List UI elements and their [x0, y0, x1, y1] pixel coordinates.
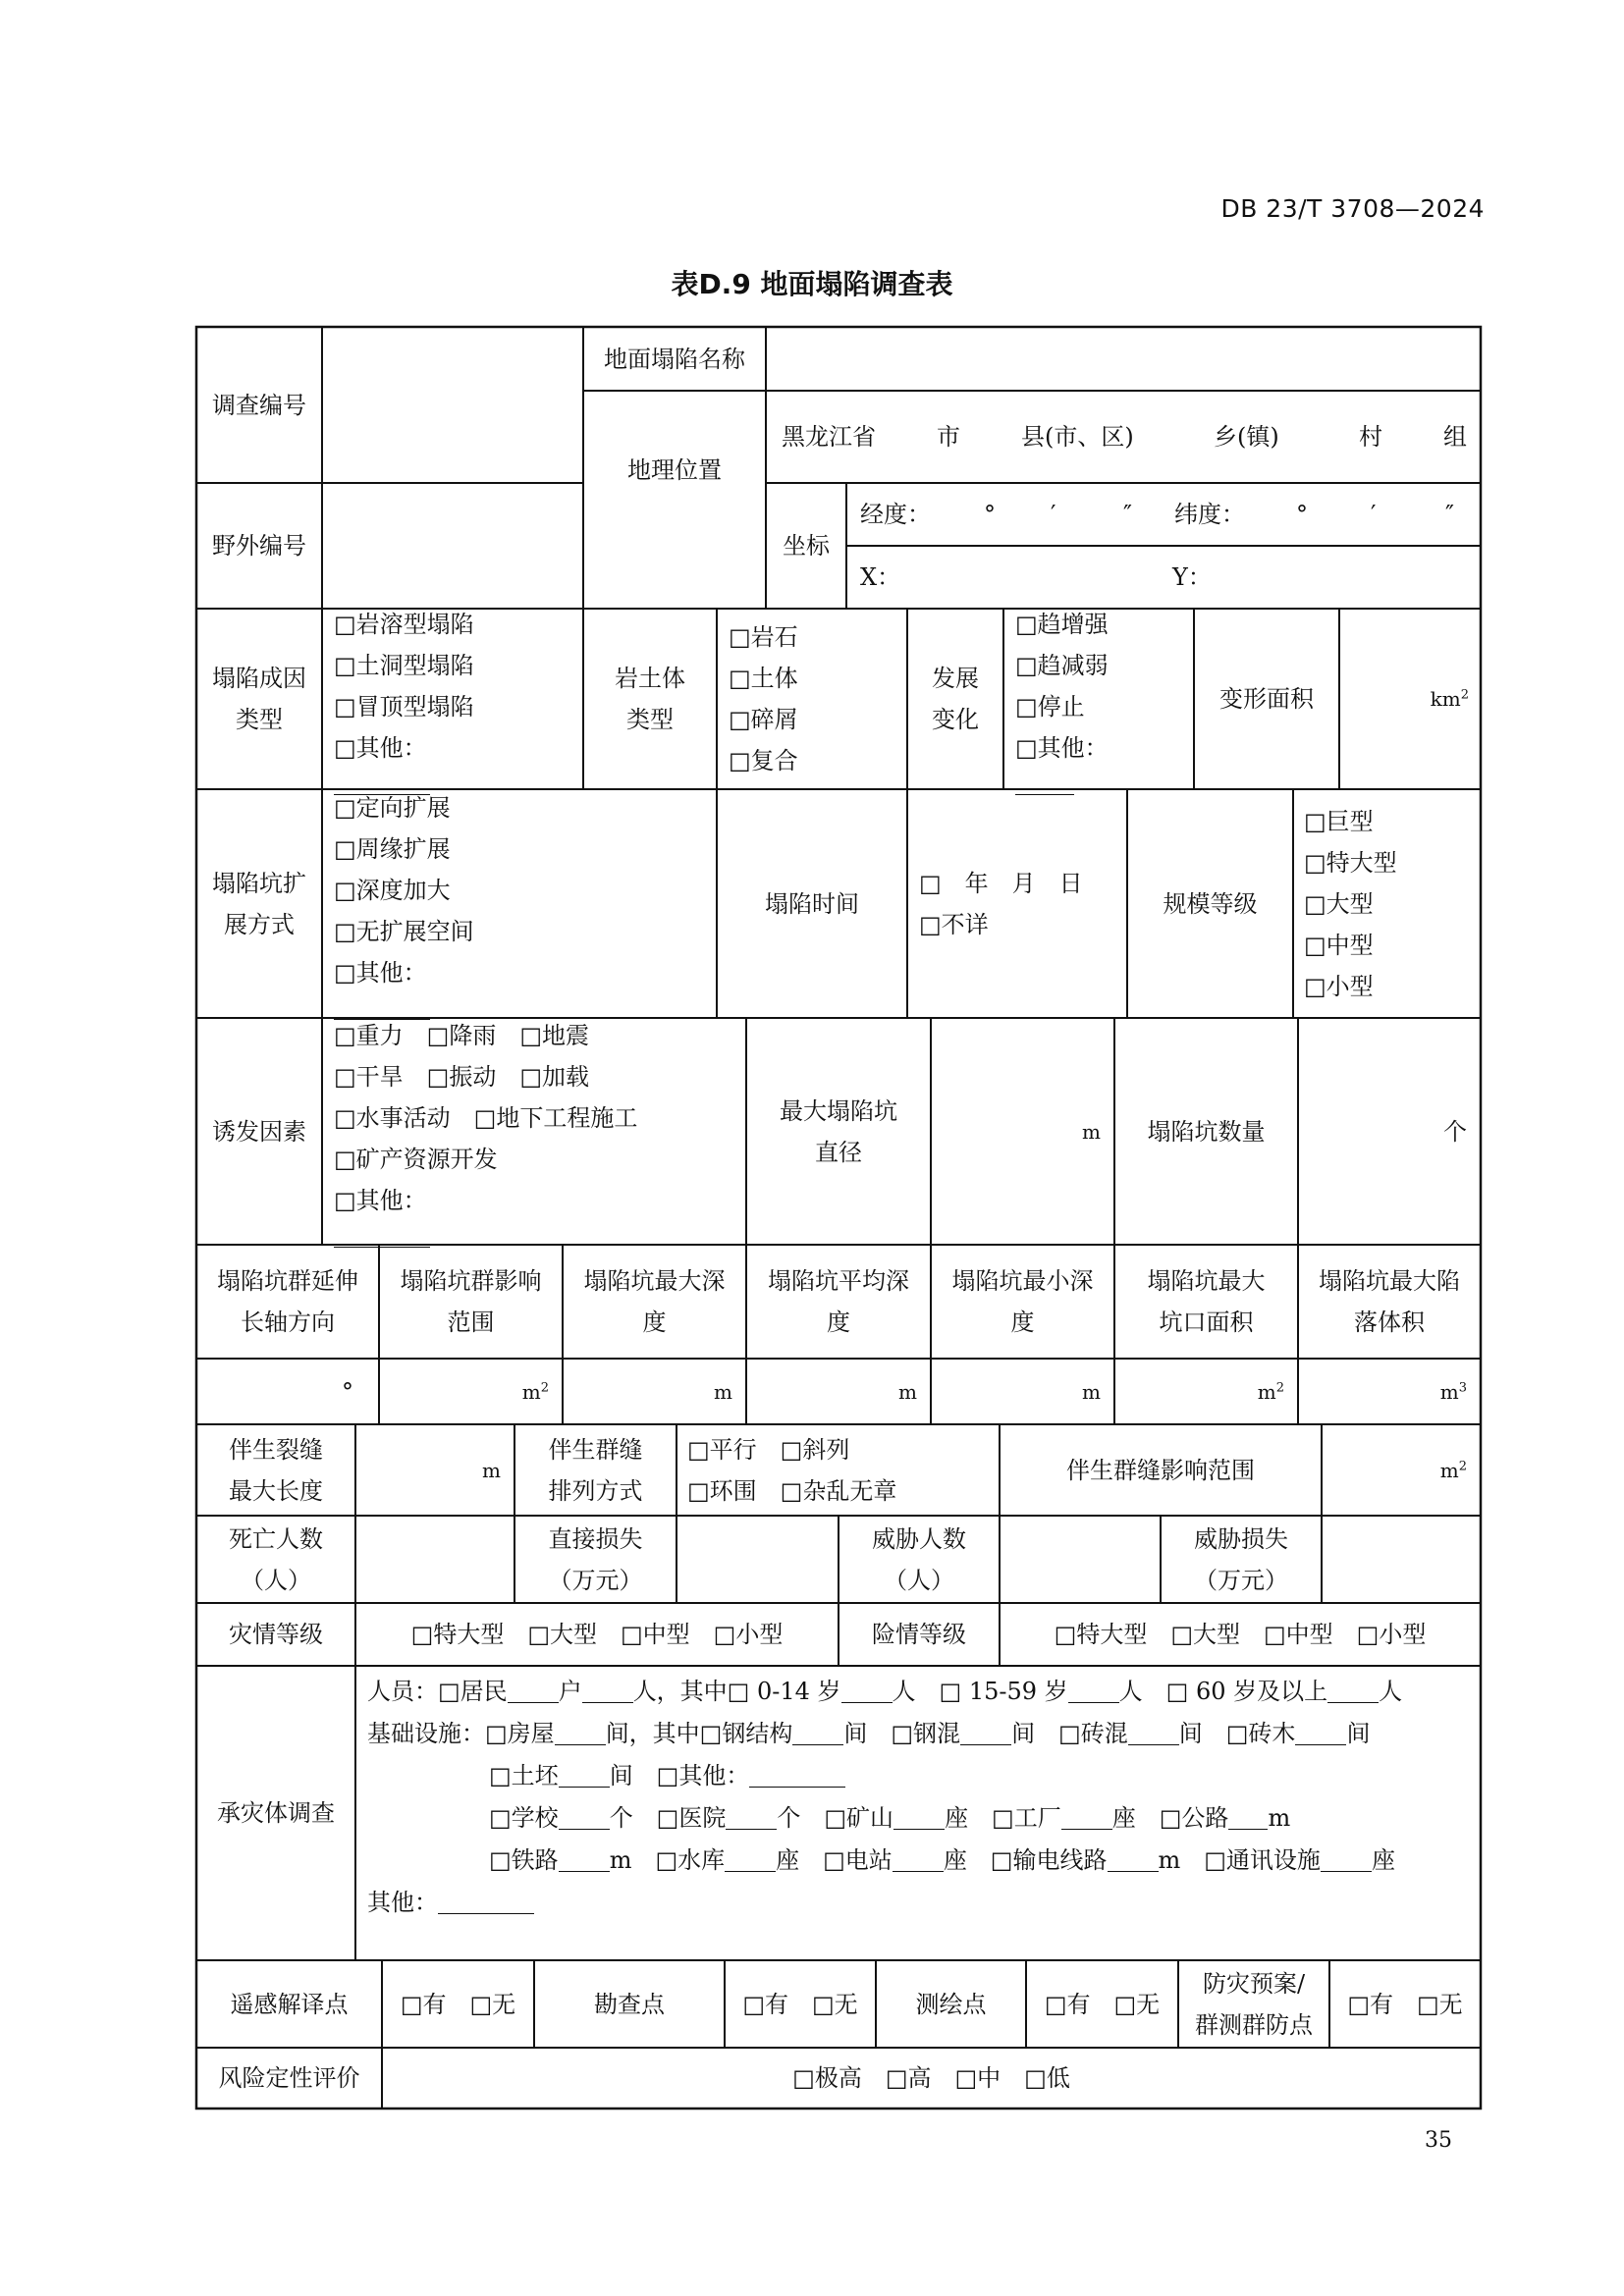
lon-label: 经度： — [860, 501, 931, 528]
scale-level-label: 规模等级 — [1163, 889, 1258, 918]
inspect-label: 勘查点 — [594, 1990, 665, 2018]
threat-loss-input[interactable] — [1322, 1516, 1481, 1603]
min-depth-input[interactable]: m — [1082, 1379, 1101, 1404]
group-header: 塌陷坑群影响 范围 — [400, 1267, 542, 1336]
geo-location-label: 地理位置 — [627, 456, 722, 484]
trigger-option[interactable]: □重力 □降雨 □地震 — [334, 1022, 590, 1049]
county: 县(市、区) — [1021, 423, 1134, 451]
scale-option[interactable]: □巨型 — [1304, 807, 1374, 835]
direct-loss-input[interactable] — [677, 1516, 839, 1603]
expand-other[interactable]: □其他： — [334, 952, 430, 1020]
lon-deg: ° — [984, 501, 996, 528]
doc-code: DB 23/T 3708—2024 — [1220, 194, 1485, 223]
survey-no-label: 调查编号 — [212, 391, 306, 419]
group-header: 塌陷坑最大 坑口面积 — [1147, 1267, 1266, 1336]
dev-option[interactable]: □趋增强 — [1015, 610, 1109, 638]
trigger-options[interactable] — [334, 1018, 746, 1245]
collapse-name-input[interactable] — [766, 327, 1481, 391]
threatened-input[interactable] — [1000, 1516, 1161, 1603]
crack-range-input[interactable]: $m^2$ — [1439, 1458, 1467, 1482]
pit-count-label: 塌陷坑数量 — [1147, 1117, 1266, 1146]
collapse-name-label: 地面塌陷名称 — [604, 345, 745, 373]
pit-count-input[interactable]: 个 — [1443, 1117, 1467, 1146]
arrangement-option[interactable]: □平行 □斜列 — [687, 1435, 850, 1464]
lat-sec: ″ — [1445, 501, 1454, 528]
dev-other[interactable]: □其他： — [1015, 727, 1109, 795]
village: 村 — [1359, 423, 1382, 451]
rock-option[interactable]: □土体 — [729, 665, 798, 692]
danger-level-options[interactable]: □特大型 □大型 □中型 □小型 — [1054, 1621, 1427, 1648]
scale-options[interactable] — [1304, 789, 1481, 1018]
expand-option[interactable]: □深度加大 — [334, 877, 451, 904]
expand-options[interactable] — [334, 789, 717, 1018]
remote-options[interactable]: □有 □无 — [400, 1990, 516, 2018]
lat-label: 纬度： — [1174, 501, 1245, 528]
exposure-content[interactable] — [367, 1671, 1477, 1924]
trigger-option[interactable]: □干旱 □振动 □加载 — [334, 1063, 590, 1091]
survey-no-input[interactable] — [322, 327, 583, 483]
scale-option[interactable]: □大型 — [1304, 889, 1374, 918]
city: 市 — [937, 423, 960, 451]
crack-length-input[interactable]: m — [482, 1458, 501, 1482]
max-diameter-input[interactable]: m — [1082, 1119, 1101, 1144]
exposure-facility-line: □学校 个 □医院 个 □矿山 座 □工厂 座 □公路 m — [489, 1804, 1291, 1832]
exposure-infra2-line: □铁路 m □水库 座 □电站 座 □输电线路 m □通讯设施 座 — [489, 1846, 1395, 1874]
lat-min: ′ — [1371, 501, 1377, 528]
lat-deg: ° — [1296, 501, 1308, 528]
avg-depth-input[interactable]: m — [898, 1379, 917, 1404]
exposure-infra-line: 基础设施：□房屋 间，其中□钢结构 间 □钢混 间 □砖混 间 □砖木 间 — [367, 1720, 1371, 1747]
development-options[interactable] — [1015, 609, 1194, 789]
threat-loss-label: 威胁损失 （万元） — [1194, 1524, 1288, 1594]
deform-area-label: 变形面积 — [1219, 685, 1314, 713]
danger-level-label: 险情等级 — [872, 1621, 966, 1648]
scale-option[interactable]: □中型 — [1304, 931, 1374, 959]
group-header: 塌陷坑最大陷 落体积 — [1319, 1267, 1460, 1336]
scale-option[interactable]: □小型 — [1304, 972, 1374, 1000]
rock-option[interactable]: □岩石 — [729, 623, 798, 651]
development-label: 发展 变化 — [932, 665, 979, 733]
mapping-options[interactable]: □有 □无 — [1044, 1990, 1161, 2018]
cause-type-label: 塌陷成因 类型 — [212, 665, 306, 733]
xy-row[interactable] — [846, 546, 1481, 609]
mapping-label: 测绘点 — [915, 1990, 987, 2018]
prevention-label: 防灾预案/ 群测群防点 — [1195, 1969, 1313, 2039]
group: 组 — [1443, 423, 1467, 451]
province: 黑龙江省 — [782, 423, 876, 451]
group-header: 塌陷坑平均深 度 — [768, 1267, 909, 1336]
y-label: Y： — [1172, 563, 1212, 591]
pit-expand-label: 塌陷坑扩 展方式 — [212, 869, 306, 938]
exposure-other-line: 其他： — [367, 1882, 1477, 1924]
dev-option[interactable]: □停止 — [1015, 692, 1085, 721]
town: 乡(镇) — [1214, 423, 1279, 451]
expand-option[interactable]: □无扩展空间 — [334, 918, 474, 945]
exposure-adobe-line: □土坯 间 □其他： — [367, 1755, 1477, 1797]
direct-loss-label: 直接损失 （万元） — [548, 1524, 643, 1594]
trigger-label: 诱发因素 — [212, 1117, 306, 1146]
crack-arrangement-label: 伴生群缝 排列方式 — [548, 1435, 643, 1505]
trigger-other[interactable]: □其他： — [334, 1180, 430, 1248]
lon-sec: ″ — [1123, 501, 1132, 528]
rock-options[interactable] — [729, 609, 907, 789]
cause-options[interactable] — [334, 609, 583, 789]
rock-option[interactable]: □碎屑 — [729, 706, 798, 733]
lonlat-row[interactable] — [846, 483, 1481, 546]
max-volume-input[interactable]: $m^3$ — [1439, 1379, 1467, 1404]
expand-option[interactable]: □周缘扩展 — [334, 835, 451, 863]
threatened-label: 威胁人数 （人） — [872, 1524, 966, 1594]
exposure-label: 承灾体调查 — [217, 1799, 335, 1827]
coords-label: 坐标 — [783, 532, 830, 560]
cause-option[interactable]: □土洞型塌陷 — [334, 651, 474, 679]
location-row[interactable] — [766, 391, 1481, 483]
deaths-input[interactable] — [355, 1516, 514, 1603]
arrangement-option[interactable]: □环围 □杂乱无章 — [687, 1476, 897, 1505]
group-header: 塌陷坑最小深 度 — [951, 1267, 1094, 1336]
page-number: 35 — [1425, 2128, 1452, 2153]
cause-option[interactable]: □冒顶型塌陷 — [334, 692, 474, 721]
inspect-options[interactable]: □有 □无 — [742, 1990, 858, 2018]
time-option[interactable]: □ 年 月 日 — [919, 869, 1083, 897]
group-range-input[interactable]: $m^2$ — [521, 1379, 549, 1404]
cause-other[interactable]: □其他： — [334, 727, 430, 795]
remote-label: 遥感解译点 — [230, 1990, 349, 2018]
max-diameter-label: 最大塌陷坑 直径 — [780, 1096, 897, 1166]
dev-option[interactable]: □趋减弱 — [1015, 651, 1109, 679]
expand-option[interactable]: □定向扩展 — [334, 794, 451, 822]
rock-option[interactable]: □复合 — [729, 747, 798, 774]
deform-area-input[interactable]: $km^2$ — [1430, 687, 1469, 711]
x-label: X： — [860, 563, 901, 591]
cause-option[interactable]: □岩溶型塌陷 — [334, 610, 474, 638]
max-depth-input[interactable]: m — [714, 1379, 732, 1404]
crack-length-label: 伴生裂缝 最大长度 — [229, 1435, 323, 1505]
prevention-options[interactable]: □有 □无 — [1347, 1990, 1463, 2018]
field-no-label: 野外编号 — [212, 532, 306, 560]
exposure-people-line: 人员：□居民 户 人，其中□ 0-14 岁 人 □ 15-59 岁 人 □ 60 岁及以上 人 — [367, 1678, 1403, 1705]
max-area-input[interactable]: $m^2$ — [1257, 1379, 1284, 1404]
disaster-level-options[interactable]: □特大型 □大型 □中型 □小型 — [410, 1621, 784, 1648]
collapse-time-label: 塌陷时间 — [765, 889, 859, 918]
deaths-label: 死亡人数 （人） — [229, 1524, 323, 1594]
arrangement-options[interactable] — [687, 1424, 1000, 1516]
axis-direction-input[interactable]: ° — [342, 1377, 353, 1406]
trigger-option[interactable]: □水事活动 □地下工程施工 — [334, 1104, 638, 1132]
rock-soil-label: 岩土体 类型 — [615, 665, 685, 733]
time-option[interactable]: □不详 — [919, 910, 989, 938]
time-options[interactable] — [919, 789, 1127, 1018]
risk-label: 风险定性评价 — [218, 2064, 360, 2092]
disaster-level-label: 灾情等级 — [229, 1621, 323, 1648]
lon-min: ′ — [1051, 501, 1056, 528]
field-no-input[interactable] — [322, 483, 583, 609]
group-header: 塌陷坑群延伸 长轴方向 — [217, 1267, 358, 1336]
scale-option[interactable]: □特大型 — [1304, 848, 1397, 877]
group-header: 塌陷坑最大深 度 — [583, 1267, 726, 1336]
trigger-option[interactable]: □矿产资源开发 — [334, 1146, 498, 1173]
crack-range-label: 伴生群缝影响范围 — [1066, 1456, 1255, 1484]
table-title: 表D.9 地面塌陷调查表 — [671, 268, 953, 300]
risk-options[interactable]: □极高 □高 □中 □低 — [792, 2064, 1070, 2092]
